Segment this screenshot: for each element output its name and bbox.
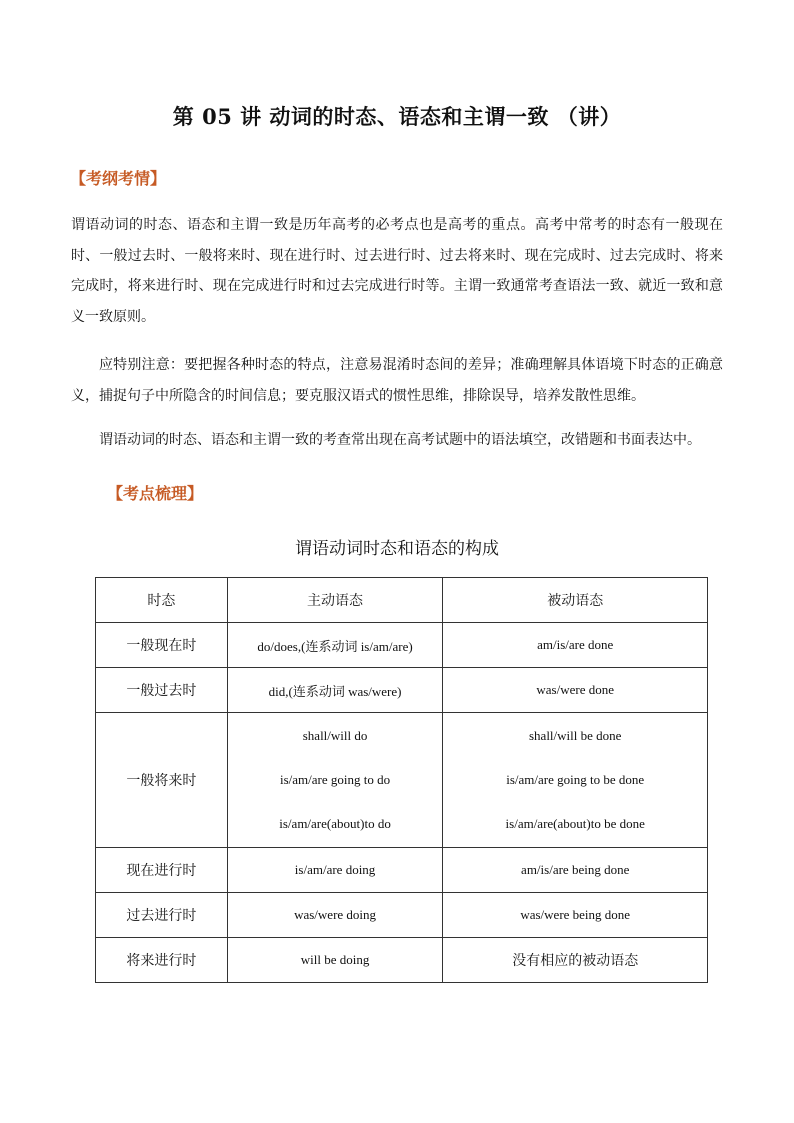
- cell-tense: 过去进行时: [96, 893, 228, 938]
- cell-active: do/does,(连系动词 is/am/are): [227, 623, 443, 668]
- table-row: [96, 893, 708, 938]
- cell-passive: was/were being done: [443, 893, 708, 938]
- table-header-row: [96, 578, 708, 623]
- header-active-voice: 主动语态: [227, 578, 443, 623]
- table-row: [96, 623, 708, 668]
- cell-passive: 没有相应的被动语态: [443, 938, 708, 983]
- cell-tense: 将来进行时: [96, 938, 228, 983]
- cell-active: was/were doing: [227, 893, 443, 938]
- section-heading-exam-outline: 【考纲考情】: [70, 169, 167, 188]
- cell-active: is/am/are doing: [227, 848, 443, 893]
- table-row: [96, 668, 708, 713]
- cell-tense: 一般将来时: [96, 713, 228, 848]
- cell-tense: 一般过去时: [96, 668, 228, 713]
- cell-passive: am/is/are done: [443, 623, 708, 668]
- cell-tense: 现在进行时: [96, 848, 228, 893]
- table-caption: 谓语动词时态和语态的构成: [295, 539, 499, 559]
- cell-active: shall/will do is/am/are going to do is/am/are(about)to do: [227, 713, 443, 848]
- table-row: [96, 713, 708, 848]
- section-heading-key-points: 【考点梳理】: [107, 484, 204, 503]
- cell-active: did,(连系动词 was/were): [227, 668, 443, 713]
- cell-passive: was/were done: [443, 668, 708, 713]
- header-passive-voice: 被动语态: [443, 578, 708, 623]
- attention-paragraph: 应特别注意：要把握各种时态的特点，注意易混淆时态间的差异；准确理解具体语境下时态的正确意义，捕捉句子中所隐含的时间信息；要克服汉语式的惯性思维，排除误导，培养发散性思维。: [71, 357, 723, 404]
- table-row: [96, 848, 708, 893]
- header-tense: 时态: [96, 578, 228, 623]
- page-title: 第 05 讲 动词的时态、语态和主谓一致 （讲）: [172, 104, 622, 129]
- exam-scope-paragraph: 谓语动词的时态、语态和主谓一致的考查常出现在高考试题中的语法填空，改错题和书面表达中。: [99, 432, 701, 448]
- cell-active: will be doing: [227, 938, 443, 983]
- intro-paragraph: 谓语动词的时态、语态和主谓一致是历年高考的必考点也是高考的重点。高考中常考的时态有一般现在时、一般过去时、一般将来时、现在进行时、过去进行时、过去将来时、现在完成时、过去完成时、将来完成时，将来进行时、现在完成进行时和过去完成进行时等。主谓一致通常考查语法一致、就近一致和意义一致原则。: [71, 217, 723, 325]
- cell-passive: shall/will be done is/am/are going to be done is/am/are(about)to be done: [443, 713, 708, 848]
- cell-passive: am/is/are being done: [443, 848, 708, 893]
- table-row: [96, 938, 708, 983]
- cell-tense: 一般现在时: [96, 623, 228, 668]
- tense-voice-table: [95, 577, 708, 983]
